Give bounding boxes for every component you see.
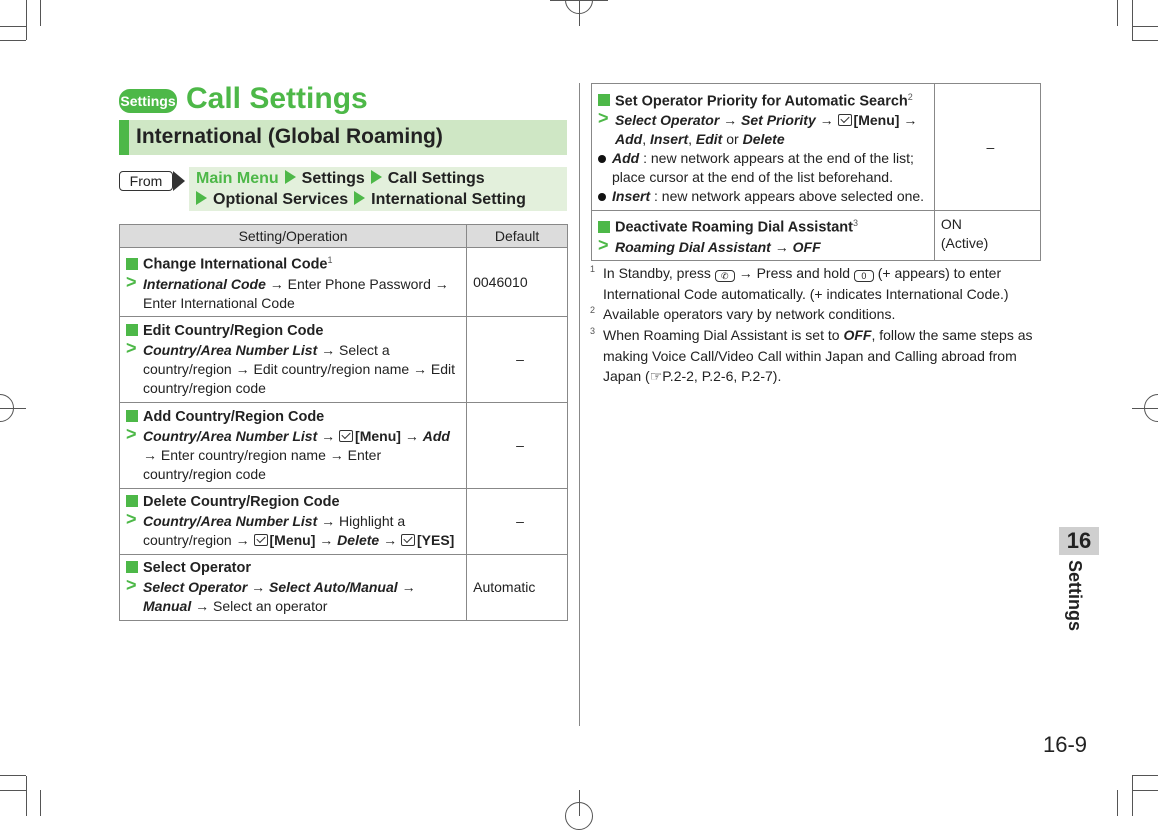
default-value: 0046010 [467,248,568,317]
square-bullet-icon [598,94,610,106]
crop-mark [1117,790,1118,816]
section-title: International (Global Roaming) [136,125,443,148]
crop-mark [579,0,580,26]
item-title: Add Country/Region Code [126,407,460,427]
operation-cell [120,248,467,317]
mail-key-icon [838,114,852,126]
chapter-label: Settings [1065,560,1085,632]
table-row [120,248,568,317]
table-row [120,488,568,554]
crop-mark [1132,40,1158,41]
item-title: Deactivate Roaming Dial Assistant$^3$ [598,214,928,238]
item-title: Set Operator Priority for Automatic Search$^2$ [598,88,928,112]
default-value: Automatic [467,554,568,620]
operation-step: > Select Operator → Select Auto/Manual → Manual → Select an operator [126,575,416,615]
operation-step: > Country/Area Number List → [Menu] → Add → Enter country/region name → Enter country/region code [126,423,450,482]
square-bullet-icon [598,221,610,233]
operation-step: > Roaming Dial Assistant → OFF [598,234,821,255]
step-chevron-icon: > [598,234,609,255]
column-header-operation: Setting/Operation [120,225,467,248]
page-number: 16-9 [1043,732,1088,757]
crop-mark [1132,776,1133,816]
crop-mark [1132,790,1158,791]
settings-badge: Settings [119,89,177,113]
crop-mark [1132,0,1133,40]
path-item-call-settings: Call Settings [387,170,485,187]
table-row [592,211,1041,261]
step-chevron-icon: > [126,271,137,292]
crop-mark [1117,0,1118,26]
square-bullet-icon [126,258,138,270]
path-item-settings: Settings [301,170,365,187]
operation-cell [120,488,467,554]
reference-icon: ☞ [649,368,663,384]
step-chevron-icon: > [126,423,137,444]
menu-path-line-1 [196,170,485,188]
from-arrow-icon [173,171,185,191]
operation-cell [120,316,467,402]
crop-mark [0,26,26,27]
footnote: 2 Available operators vary by network conditions. [590,305,896,322]
path-item-international-setting: International Setting [371,191,526,208]
item-title: Select Operator [126,558,460,578]
crop-mark [0,790,26,791]
operation-cell [120,554,467,620]
table-row [120,554,568,620]
square-bullet-icon [126,561,138,573]
crop-mark [1132,408,1158,409]
operation-step: > International Code → Enter Phone Password → Enter International Code [126,271,449,311]
step-chevron-icon: > [126,509,137,530]
column-divider [579,83,580,726]
step-chevron-icon: > [126,575,137,596]
step-chevron-icon: > [126,337,137,358]
default-value: – [467,488,568,554]
footnote: 3 When Roaming Dial Assistant is set to OFF, follow the same steps as making Voice Call/Video Call within Japan and Calling abroad from Japan (☞P.2-2, P.2-6, P.2-7). [590,326,1033,384]
page-title: Call Settings [186,82,368,115]
path-arrow-icon [371,170,382,184]
step-chevron-icon: > [598,108,609,129]
path-arrow-icon [285,170,296,184]
note-bullet: Add : new network appears at the end of the list; place cursor at the end of the list beforehand. [598,149,928,187]
operation-step: > Country/Area Number List → Highlight a country/region → [Menu] → Delete → [YES] [126,509,455,549]
chapter-number: 16 [1059,527,1099,555]
operation-step: > Select Operator → Set Priority → [Menu] → Add, Insert, Edit or Delete [598,108,918,148]
mail-key-icon [254,534,268,546]
settings-table-left [119,224,568,621]
operation-step: > Country/Area Number List → Select a country/region → Edit country/region name → Edit country/region code [126,337,456,396]
section-bar [119,120,567,155]
note-bullet: Insert : new network appears above selected one. [598,187,928,206]
default-value: – [467,316,568,402]
square-bullet-icon [126,495,138,507]
crop-mark [0,408,26,409]
crop-mark [0,40,26,41]
crop-mark [1132,775,1158,776]
crop-mark [579,790,580,816]
square-bullet-icon [126,324,138,336]
operation-cell [592,84,935,211]
operation-cell [592,211,935,261]
table-row [120,402,568,488]
footnote: 1 In Standby, press ✆ → Press and hold 0 (+ appears) to enter International Code automatically. (+ indicates International Code.) [590,264,1009,302]
path-item-optional-services: Optional Services [213,191,349,208]
crop-mark [26,0,27,40]
column-header-default: Default [467,225,568,248]
crop-mark [0,775,26,776]
from-label: From [119,171,173,191]
operation-cell [120,402,467,488]
path-item-main-menu: Main Menu [196,170,279,187]
crop-mark [40,0,41,26]
table-row [120,316,568,402]
default-value: – [934,84,1040,211]
crop-mark [26,776,27,816]
settings-table-right [591,83,1041,261]
path-arrow-icon [196,191,207,205]
default-value: ON (Active) [934,211,1040,261]
path-arrow-icon [354,191,365,205]
zero-key-icon: 0 [854,270,874,282]
crop-mark [40,790,41,816]
item-title: Change International Code$^1$ [126,251,460,275]
mail-key-icon [401,534,415,546]
item-title: Delete Country/Region Code [126,492,460,512]
crop-mark [1132,26,1158,27]
default-value: – [467,402,568,488]
mail-key-icon [339,430,353,442]
square-bullet-icon [126,410,138,422]
item-title: Edit Country/Region Code [126,321,460,341]
crop-mark [550,0,608,1]
menu-path [189,167,567,211]
menu-path-line-2 [196,191,526,209]
table-row [592,84,1041,211]
table-header-row [120,225,568,248]
call-key-icon: ✆ [715,270,735,282]
